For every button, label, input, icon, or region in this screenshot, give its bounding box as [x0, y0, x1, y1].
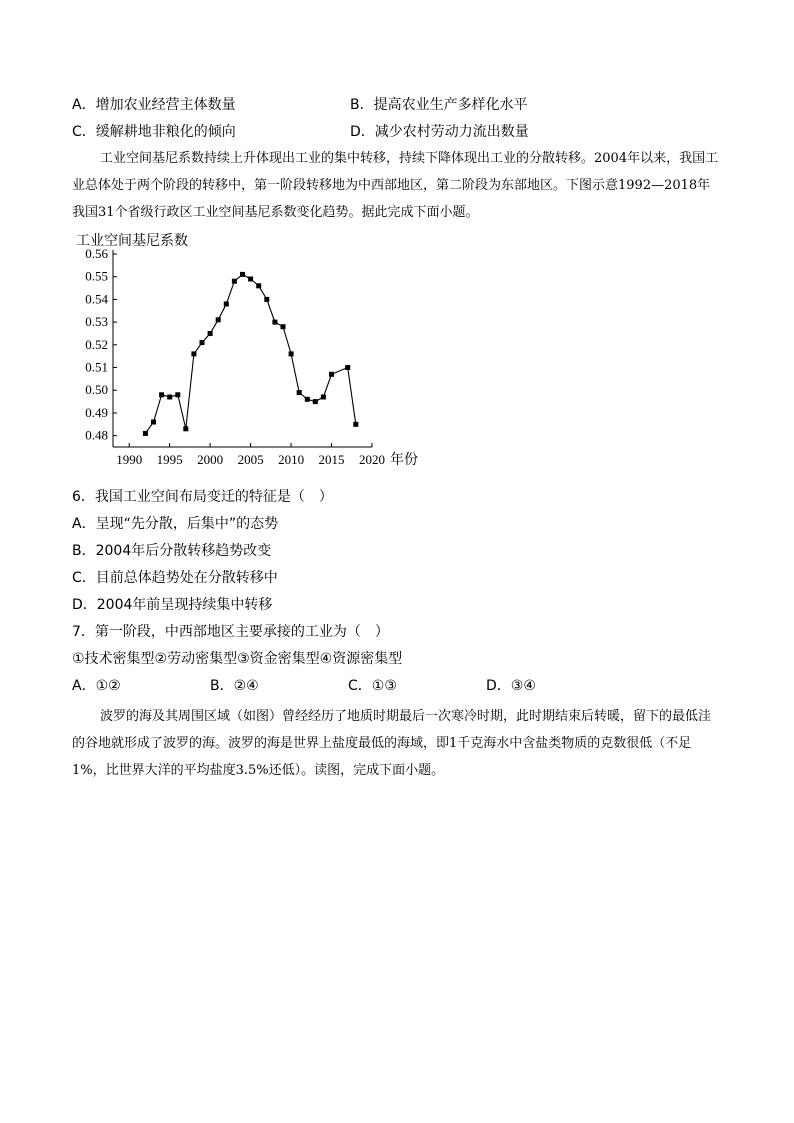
data-point: [208, 331, 213, 336]
q7-stem: 7．第一阶段，中西部地区主要承接的工业为（ ）: [72, 624, 389, 640]
y-tick-label: 0.54: [85, 291, 108, 307]
data-point: [240, 272, 245, 277]
data-point: [329, 372, 334, 377]
q6-option-c: C．目前总体趋势处在分散转移中: [72, 570, 278, 586]
data-point: [143, 431, 148, 436]
data-point: [281, 324, 286, 329]
data-point: [256, 283, 261, 288]
data-point: [305, 397, 310, 402]
x-tick-label: 2000: [197, 452, 224, 467]
q7-items: ①技术密集型②劳动密集型③资金密集型④资源密集型: [72, 651, 403, 667]
x-tick-label: 1995: [156, 452, 183, 467]
q6-option-b: B．2004年后分散转移趋势改变: [72, 543, 272, 559]
y-tick-label: 0.49: [85, 404, 108, 420]
data-point: [159, 392, 164, 397]
data-point: [272, 320, 277, 325]
q7-option-a: A．①②: [72, 678, 121, 694]
series-line: [145, 274, 355, 433]
data-point: [321, 395, 326, 400]
option-c: C．缓解耕地非粮化的倾向: [72, 124, 236, 140]
q7-option-d: D．③④: [486, 678, 536, 694]
y-tick-label: 0.48: [85, 427, 108, 443]
option-d: D．减少农村劳动力流出数量: [350, 124, 529, 140]
option-b: B．提高农业生产多样化水平: [350, 97, 528, 113]
data-point: [175, 392, 180, 397]
data-point: [183, 426, 188, 431]
y-tick-label: 0.55: [85, 268, 108, 284]
passage-industry-gini: 工业空间基尼系数持续上升体现出工业的集中转移，持续下降体现出工业的分散转移。2004年以来，我国工业总体处于两个阶段的转移中，第一阶段转移地为中西部地区，第二阶段为东部地区。下图示意1992—2018年我国31个省级行政区工业空间基尼系数变化趋势。据此完成下面小题。: [72, 151, 719, 220]
x-tick-label: 2015: [318, 452, 345, 467]
data-point: [345, 365, 350, 370]
data-point: [151, 420, 156, 425]
x-axis-title: 年份: [390, 452, 418, 468]
y-axis-title: 工业空间基尼系数: [76, 233, 188, 249]
gini-chart: [72, 228, 432, 484]
data-point: [167, 395, 172, 400]
passage-baltic-sea: 波罗的海及其周围区域（如图）曾经经历了地质时期最后一次寒冷时期，此时期结束后转暖，留下的最低洼的谷地就形成了波罗的海。波罗的海是世界上盐度最低的海域，即1千克海水中含盐类物质的克数很低（不足1%，比世界大洋的平均盐度3.5%还低）。读图，完成下面小题。: [72, 709, 712, 778]
x-tick-label: 2005: [237, 452, 264, 467]
data-point: [313, 399, 318, 404]
q6-option-a: A．呈现“先分散，后集中”的态势: [72, 516, 279, 532]
y-tick-label: 0.52: [85, 336, 108, 352]
y-tick-label: 0.56: [85, 246, 108, 261]
q6-option-d: D．2004年前呈现持续集中转移: [72, 597, 273, 613]
x-tick-label: 2020: [359, 452, 385, 467]
x-tick-label: 1990: [116, 452, 143, 467]
data-point: [353, 422, 358, 427]
y-tick-label: 0.50: [85, 382, 108, 398]
y-tick-label: 0.53: [85, 314, 108, 330]
q7-option-b: B．②④: [210, 678, 259, 694]
data-point: [264, 297, 269, 302]
data-point: [191, 351, 196, 356]
data-point: [289, 351, 294, 356]
data-point: [200, 340, 205, 345]
q6-stem: 6．我国工业空间布局变迁的特征是（ ）: [72, 489, 333, 505]
gini-line-chart: [72, 228, 432, 480]
data-point: [232, 279, 237, 284]
y-tick-label: 0.51: [85, 359, 108, 375]
data-point: [224, 302, 229, 307]
option-a: A．增加农业经营主体数量: [72, 97, 236, 113]
data-point: [216, 317, 221, 322]
data-point: [248, 277, 253, 282]
x-tick-label: 2010: [278, 452, 305, 467]
q7-option-c: C．①③: [348, 678, 397, 694]
data-point: [297, 390, 302, 395]
